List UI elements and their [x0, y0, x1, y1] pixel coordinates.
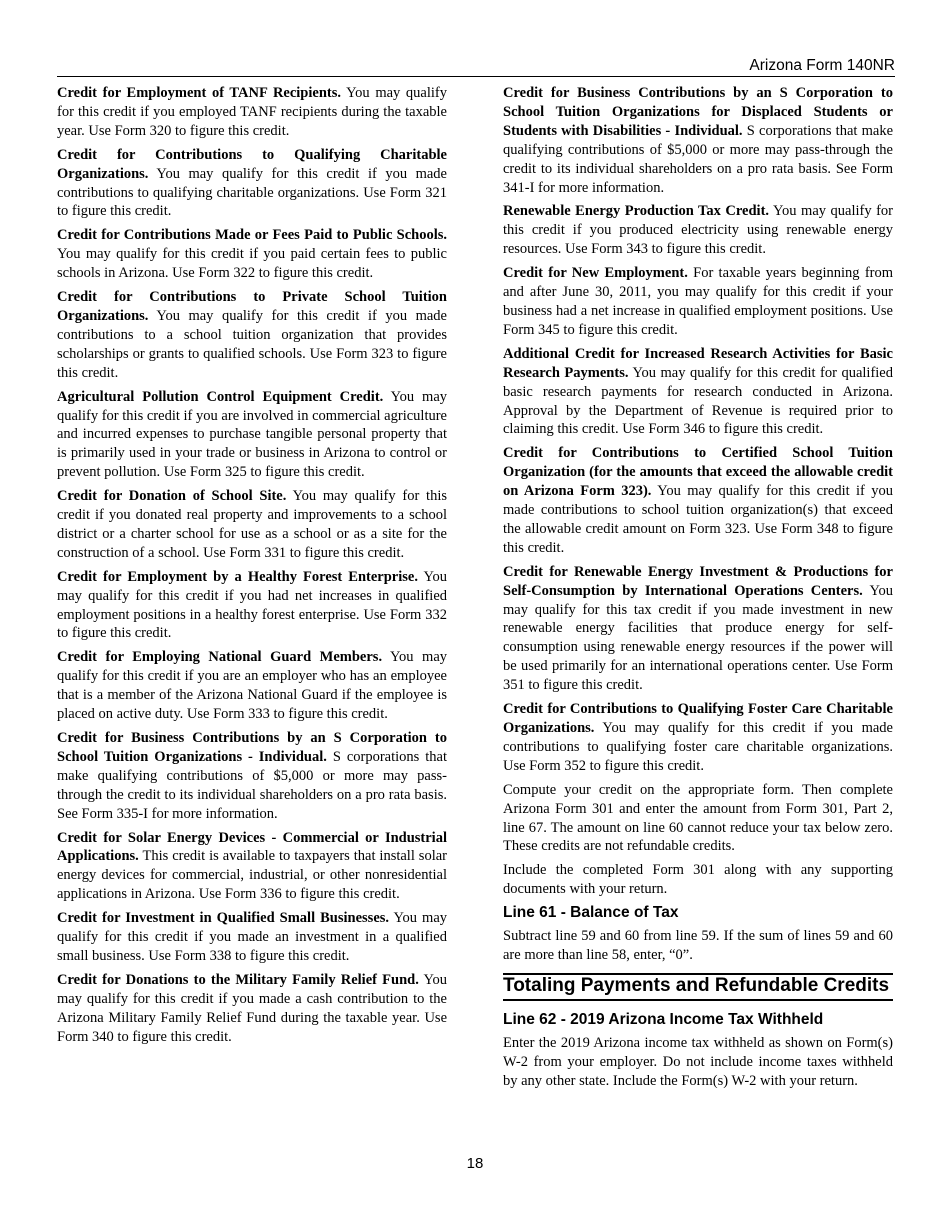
credit-title: Credit for Investment in Qualified Small Businesses.: [57, 910, 390, 927]
credit-tanf: [57, 84, 447, 141]
credit-title: Renewable Energy Production Tax Credit.: [503, 203, 770, 220]
credit-body: You may qualify for this credit if you made an investment in a qualified small business. Use Form 338 to figure this credit.: [57, 910, 448, 964]
credit-title: Credit for Contributions to Qualifying Charitable Organizations.: [57, 146, 447, 182]
credit-title: Credit for New Employment.: [503, 265, 688, 282]
credit-title: Credit for Contributions to Private School Tuition Organizations.: [57, 289, 447, 324]
credit-title: Credit for Contributions to Qualifying Foster Care Charitable Organizations.: [503, 701, 893, 736]
credit-body: You may qualify for this credit if you are involved in commercial agriculture and incurred expenses to purchase tangible personal property that is primarily used in your trade or business in Arizona to control or prevent pollution. Use Form 325 to figure this credit.: [57, 388, 448, 481]
credit-title: Credit for Donation of School Site.: [57, 488, 287, 505]
credit-body: You may qualify for this credit if you donated real property and improvements to a school district or a charter school for use as a school or as a site for the construction of a school. Use Form 331 to figure this credit.: [57, 488, 447, 561]
credit-school-site: [57, 487, 447, 563]
paragraph-text: Compute your credit on the appropriate form. Then complete Arizona Form 301 and enter the amount from Form 301, Part 2, line 67. The amount on line 60 cannot reduce your tax below zero. These credits are not refundable credits.: [503, 781, 893, 855]
line-62-text: Enter the 2019 Arizona income tax withheld as shown on Form(s) W-2 from your employer. Do not include income taxes withheld by any other state. Include the Form(s) W-2 with your return.: [503, 1034, 893, 1089]
credit-body: S corporations that make qualifying contributions of $5,000 or more may pass-through the credit to its individual shareholders on a pro rata basis. See Form 335-I for more information.: [57, 748, 447, 822]
credit-body: You may qualify for this tax credit if you made investment in new renewable energy facilities that produce energy for self-consumption using renewable energy resources if the power will be used primarily for an international operations center. Use Form 351 to figure this credit.: [503, 582, 893, 694]
credit-body: You may qualify for this credit if you made contributions to qualifying foster care charitable organizations. Use Form 352 to figure this credit.: [503, 720, 893, 774]
credit-military-family: [57, 971, 447, 1047]
credit-body: You may qualify for this credit if you produced electricity using renewable energy resources. Use Form 343 to figure this credit.: [503, 203, 894, 258]
right-column: [503, 84, 893, 1095]
credit-title: Credit for Solar Energy Devices - Commercial or Industrial Applications.: [57, 829, 447, 865]
credit-body: S corporations that make qualifying contributions of $5,000 or more may pass-through the credit to its individual shareholders on a pro rata basis. See Form 341-I for more information.: [503, 122, 893, 196]
credit-renewable-production: [503, 202, 893, 259]
credit-body: You may qualify for this credit if you made contributions to school tuition organization(s) that exceed the allowable credit amount on Form 323. Use Form 348 to figure this credit.: [503, 483, 894, 556]
credit-body: For taxable years beginning from and after June 30, 2011, you may qualify for this credit if your business had a net increase in qualified employment positions. Use Form 345 to figure this credit.: [503, 265, 894, 338]
line-61-heading: Line 61 - Balance of Tax: [503, 904, 679, 922]
paragraph-text: Include the completed Form 301 along with any supporting documents with your return.: [503, 862, 893, 898]
compute-credit-instructions: [503, 781, 893, 857]
credit-body: You may qualify for this credit if you made contributions to qualifying charitable organizations. Use Form 321 to figure this credit.: [57, 165, 447, 220]
credit-body: You may qualify for this credit if you employed TANF recipients during the taxable year. Use Form 320 to figure this credit.: [57, 85, 448, 139]
line-62-heading: Line 62 - 2019 Arizona Income Tax Withheld: [503, 1010, 824, 1028]
credit-solar-commercial: [57, 829, 447, 905]
credit-body: You may qualify for this credit if you had net increases in qualified employment positions in a healthy forest enterprise. Use Form 332 to figure this credit.: [57, 568, 448, 642]
credit-new-employment: [503, 264, 893, 340]
section-heading: Totaling Payments and Refundable Credits: [503, 973, 893, 1001]
credit-body: You may qualify for this credit if you made a cash contribution to the Arizona Military Family Relief Fund during the taxable year. Use Form 340 to figure this credit.: [57, 971, 447, 1045]
credit-title: Credit for Business Contributions by an S Corporation to School Tuition Organizations - Individual.: [57, 730, 447, 765]
credit-title: Credit for Donations to the Military Family Relief Fund.: [57, 971, 419, 988]
credit-healthy-forest: [57, 568, 447, 644]
credit-title: Additional Credit for Increased Research Activities for Basic Research Payments.: [503, 345, 893, 381]
left-column: [57, 84, 447, 1052]
include-form-301-note: [503, 861, 893, 899]
credit-body: You may qualify for this credit if you paid certain fees to public schools in Arizona. Use Form 322 to figure this credit.: [57, 246, 447, 282]
credit-title: Credit for Employing National Guard Members.: [57, 649, 383, 666]
credit-title: Credit for Contributions to Certified School Tuition Organization (for the amounts that exceed the allowable credit on Arizona Form 323).: [503, 445, 893, 500]
credit-foster-care: [503, 700, 893, 776]
credit-body: You may qualify for this credit if you made contributions to a school tuition organization that provides scholarships or grants to qualified schools. Use Form 323 to figure this credit.: [57, 307, 447, 381]
credit-title: Agricultural Pollution Control Equipment Credit.: [57, 388, 384, 405]
credit-certified-sto: [503, 444, 893, 557]
credit-body: You may qualify for this credit if you are an employer who has an employee that is a member of the Arizona National Guard if the employee is placed on active duty. Use Form 333 to figure this credit.: [57, 649, 448, 723]
header-divider: [57, 76, 895, 77]
page-number: 18: [466, 1155, 484, 1172]
credit-national-guard: [57, 648, 447, 724]
credit-charitable: [57, 146, 447, 222]
credit-title: Credit for Business Contributions by an S Corporation to School Tuition Organizations for Displaced Students or Students with Disabilities - Individual.: [503, 85, 893, 139]
credit-title: Credit for Renewable Energy Investment & Productions for Self-Consumption by International Operations Centers.: [503, 563, 893, 599]
credit-title: Credit for Employment of TANF Recipients.: [57, 85, 342, 101]
credit-s-corp-sto: [57, 729, 447, 824]
credit-title: Credit for Employment by a Healthy Forest Enterprise.: [57, 568, 418, 585]
line-61-text: Subtract line 59 and 60 from line 59. If the sum of lines 59 and 60 are more than line 58, enter, “0”.: [503, 928, 893, 963]
credit-title: Credit for Contributions Made or Fees Paid to Public Schools.: [57, 227, 447, 244]
credit-private-school-tuition: [57, 288, 447, 383]
credit-public-schools: [57, 226, 447, 283]
credit-s-corp-displaced: [503, 84, 893, 197]
form-title: Arizona Form 140NR: [749, 57, 895, 74]
credit-body: This credit is available to taxpayers that install solar energy devices for commercial, industrial, or other nonresidential applications in Arizona. Use Form 336 to figure this credit.: [57, 848, 447, 903]
credit-agricultural-pollution: [57, 388, 447, 483]
credit-body: You may qualify for this credit for qualified basic research payments for research conducted in Arizona. Approval by the Department of Revenue is required prior to claiming this credit. Use Form 346 to figure this credit.: [503, 364, 893, 438]
credit-renewable-investment: [503, 563, 893, 695]
credit-small-business: [57, 909, 447, 966]
credit-basic-research: [503, 345, 893, 440]
